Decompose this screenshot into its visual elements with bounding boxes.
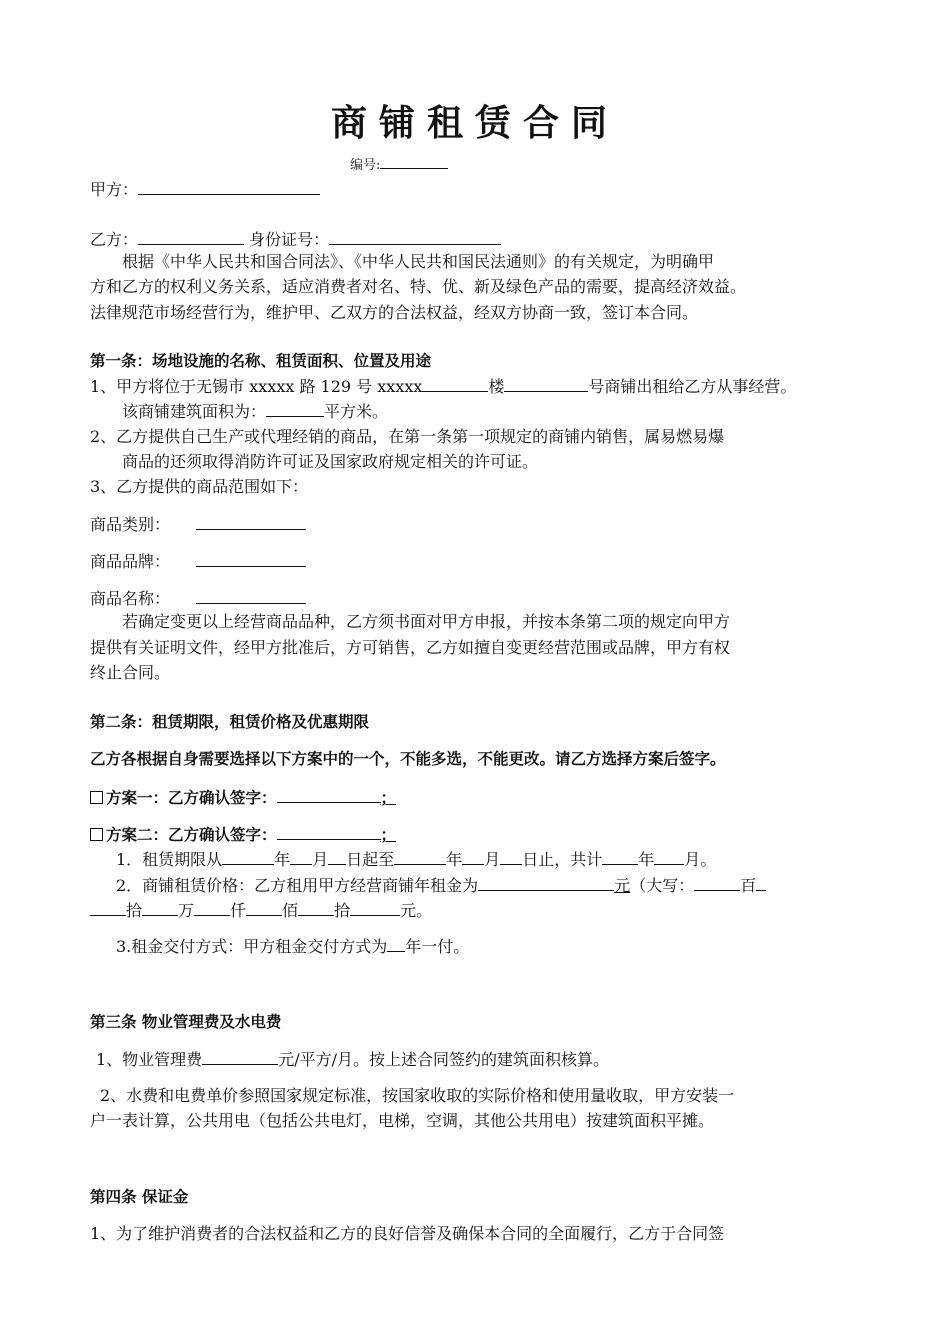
article1-area: 该商铺建筑面积为： 平方米。 [122,402,389,421]
rent-price-line: 2．商铺租赁价格：乙方租用甲方经营商铺年租金为 元（大写： 百 [116,874,766,897]
brand-blank[interactable] [196,550,306,567]
article3-heading: 第三条 物业管理费及水电费 [90,1013,282,1031]
plan2-checkbox[interactable] [90,828,103,841]
plan2-line: 方案二：乙方确认签字： ； [90,823,396,846]
rent-qian-blank[interactable] [194,899,230,916]
article2-heading: 第二条：租赁期限，租赁价格及优惠期限 [90,713,370,731]
preamble-line-1: 根据《中华人民共和国合同法》、《中华人民共和国民法通则》的有关规定，为明确甲 [122,252,715,271]
floor-blank[interactable] [422,375,488,392]
contract-number: 编号: [350,152,448,177]
rent-yuan-blank[interactable] [350,899,400,916]
party-b-blank[interactable] [138,228,244,245]
total-months-blank[interactable] [654,848,684,865]
article1-item2-line2: 商品的还须取得消防许可证及国家政府规定相关的许可证。 [122,452,539,471]
start-year-blank[interactable] [222,848,274,865]
start-day-blank[interactable] [328,848,346,865]
rent-bai-blank[interactable] [694,874,740,891]
article1-item2-line1: 2、乙方提供自己生产或代理经销的商品，在第一条第一项规定的商铺内销售，属易燃易爆 [90,427,725,446]
category-blank[interactable] [196,513,306,530]
rent-shi2-blank[interactable] [298,899,334,916]
area-blank[interactable] [266,400,324,417]
end-day-blank[interactable] [500,848,522,865]
article1-heading: 第一条：场地设施的名称、租赁面积、位置及用途 [90,352,432,370]
rent-shi-blank[interactable] [90,899,126,916]
end-year-blank[interactable] [394,848,446,865]
article3-item2-line2: 户一表计算，公共用电（包括公共电灯，电梯，空调，其他公共用电）按建筑面积平摊。 [90,1111,715,1130]
article4-heading: 第四条 保证金 [90,1188,189,1206]
total-years-blank[interactable] [602,848,638,865]
brand-line: 商品品牌： [90,550,306,573]
article1-note-line2: 提供有关证明文件，经甲方批准后，方可销售，乙方如擅自变更经营范围或品牌，甲方有权 [90,638,731,657]
shop-number-blank[interactable] [504,375,588,392]
rent-bai2-blank[interactable] [246,899,282,916]
party-a-blank[interactable] [138,178,320,195]
product-name-line: 商品名称： [90,587,306,610]
payment-period-blank[interactable] [387,935,405,952]
end-month-blank[interactable] [462,848,484,865]
payment-method-line: 3.租金交付方式：甲方租金交付方式为 年一付。 [116,937,470,956]
article1-item1: 1、甲方将位于无锡市 xxxxx 路 129 号 xxxxx 楼 号商铺出租给乙方从事经营。 [90,377,797,396]
party-a-line: 甲方： [90,178,320,201]
article1-note-line1: 若确定变更以上经营商品品种，乙方须书面对甲方申报，并按本条第二项的规定向甲方 [122,612,731,631]
plan2-signature-blank[interactable] [277,823,381,840]
party-b-line: 乙方： 身份证号： [90,228,501,251]
article3-item1: 1、物业管理费 元/平方/月。按上述合同签约的建筑面积核算。 [96,1050,609,1069]
page-title: 商铺租赁合同 [330,103,619,144]
article1-item3: 3、乙方提供的商品范围如下： [90,477,309,496]
plan1-checkbox[interactable] [90,791,103,804]
trailing-blank [756,874,766,891]
rent-wan-blank[interactable] [142,899,178,916]
article1-note-line3: 终止合同。 [90,663,171,682]
preamble-line-2: 方和乙方的权利义务关系，适应消费者对名、特、优、新及绿色产品的需要，提高经济效益。 [90,277,747,296]
start-month-blank[interactable] [290,848,312,865]
article2-instruction: 乙方各根据自身需要选择以下方案中的一个，不能多选，不能更改。请乙方选择方案后签字。 [90,750,726,768]
category-line: 商品类别： [90,513,306,536]
article4-item1: 1、为了维护消费者的合法权益和乙方的良好信誉及确保本合同的全面履行，乙方于合同签 [90,1224,725,1243]
annual-rent-blank[interactable] [478,874,614,891]
plan1-signature-blank[interactable] [277,786,381,803]
plan1-line: 方案一：乙方确认签字： ； [90,786,396,809]
rent-uppercase-line: 拾 万 仟 佰 拾 元。 [90,899,432,922]
lease-term-line: 1．租赁期限从 年 月 日起至 年 月 日止，共计 年 月。 [116,850,717,869]
article3-item2-line1: 2、水费和电费单价参照国家规定标准，按国家收取的实际价格和使用量收取，甲方安装一 [100,1086,735,1105]
product-name-blank[interactable] [196,587,306,604]
contract-number-blank[interactable] [380,152,448,169]
preamble-line-3: 法律规范市场经营行为，维护甲、乙双方的合法权益，经双方协商一致，签订本合同。 [90,303,699,322]
property-fee-blank[interactable] [202,1048,278,1065]
id-number-blank[interactable] [329,228,501,245]
